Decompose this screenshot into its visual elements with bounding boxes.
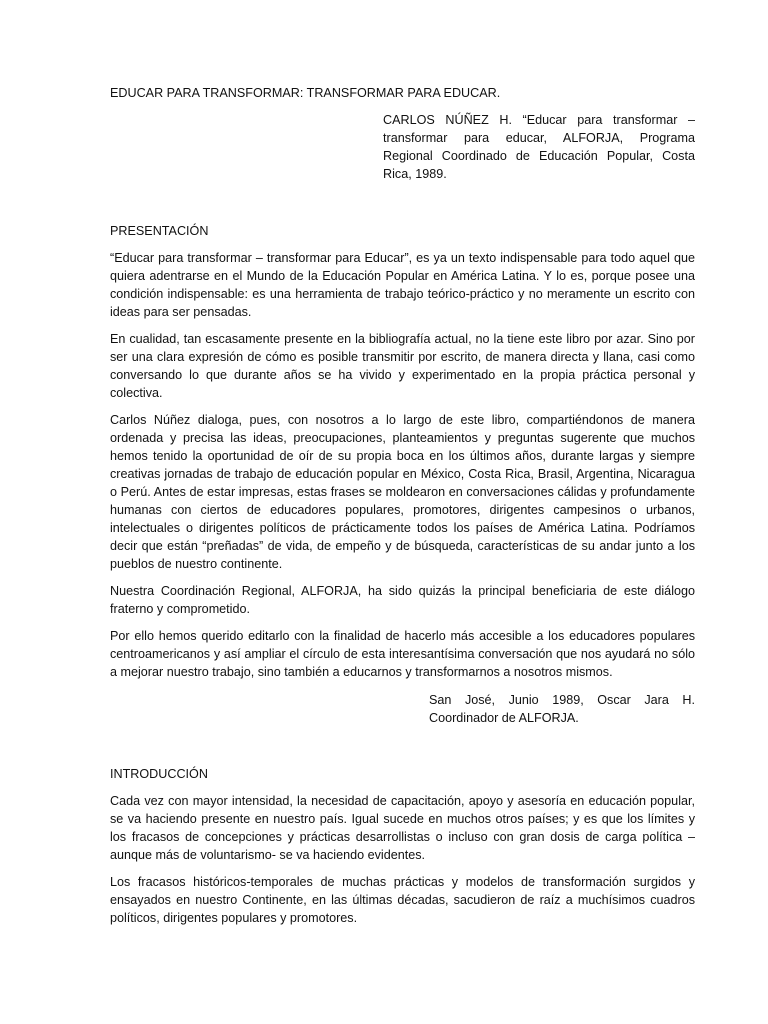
paragraph: “Educar para transformar – transformar para Educar”, es ya un texto indispensable para todo aquel que quiera adentrarse en el Mundo de la Educación Popular en América Latina. Y lo es, porque posee una condición indispensable: es una herramienta de trabajo teórico-práctico y no meramente un escrito con ideas para ser pensadas. (110, 251, 695, 319)
paragraph: Los fracasos históricos-temporales de muchas prácticas y modelos de transformación surgidos y ensayados en nuestro Continente, en las últimas décadas, sacudieron de raíz a muchísimos cuadros políticos, dirigentes populares y promotores. (110, 875, 695, 925)
paragraph: Nuestra Coordinación Regional, ALFORJA, ha sido quizás la principal beneficiaria de este diálogo fraterno y comprometido. (110, 584, 695, 616)
paragraph: Carlos Núñez dialoga, pues, con nosotros a lo largo de este libro, compartiéndonos de manera ordenada y precisa las ideas, preocupaciones, planteamientos y preguntas sugerente que muchos hemos tenido la oportunidad de oír de su propia boca en los últimos años, durante largas y siempre creativas jornadas de trabajo de educación popular en México, Costa Rica, Brasil, Argentina, Nicaragua o Perú. Antes de estar impresas, estas frases se moldearon en conversaciones cálidas y profundamente humanas con ciertos de educadores populares, promotores, dirigentes campesinos o urbanos, intelectuales o dirigentes políticos de prácticamente todos los países de América Latina. Podríamos decir que están “preñadas” de vida, de empeño y de búsqueda, características de su andar junto a los pueblos de nuestro continente. (110, 413, 695, 571)
section-heading-introduccion: INTRODUCCIÓN (110, 767, 208, 781)
document-title: EDUCAR PARA TRANSFORMAR: TRANSFORMAR PARA EDUCAR. (110, 86, 501, 100)
section-heading-presentacion: PRESENTACIÓN (110, 224, 209, 238)
citation-block: CARLOS NÚÑEZ H. “Educar para transformar – transformar para educar, ALFORJA, Programa Regional Coordinado de Educación Popular, Costa Rica, 1989. (383, 113, 695, 181)
signature-block: San José, Junio 1989, Oscar Jara H. Coordinador de ALFORJA. (429, 693, 695, 725)
paragraph: Por ello hemos querido editarlo con la finalidad de hacerlo más accesible a los educadores populares centroamericanos y así ampliar el círculo de esta interesantísima conversación que nos ayudará no sólo a mejorar nuestro trabajo, sino también a educarnos y transformarnos a nosotros mismos. (110, 629, 695, 679)
paragraph: Cada vez con mayor intensidad, la necesidad de capacitación, apoyo y asesoría en educación popular, se va haciendo presente en nuestro país. Igual sucede en muchos otros países; y es que los límites y los fracasos de concepciones y prácticas desarrollistas o incluso con gran dosis de carga política – aunque más de voluntarismo- se va haciendo evidentes. (110, 794, 695, 862)
paragraph: En cualidad, tan escasamente presente en la bibliografía actual, no la tiene este libro por azar. Sino por ser una clara expresión de cómo es posible transmitir por escrito, de manera directa y llana, casi como conversando lo que durante años se ha vivido y experimentado en la propia práctica personal y colectiva. (110, 332, 695, 400)
document-body (110, 84, 695, 927)
